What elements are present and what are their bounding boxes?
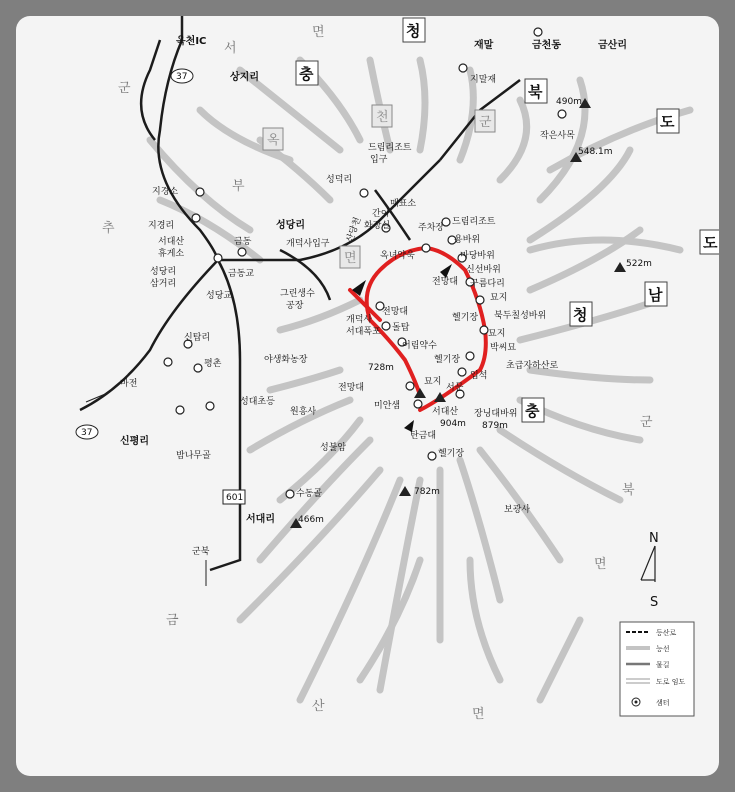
peak-728-label: 728m [368, 363, 394, 373]
sangji-ri-label: 상지리 [230, 72, 259, 83]
jeonmangdae-1-label: 전망대 [432, 277, 459, 287]
geumsan-ri-label: 금산리 [598, 40, 627, 51]
jakeun-samok-label: 작은사목 [540, 131, 575, 141]
jigyeongso-label: 지경소 [152, 187, 179, 197]
seodaesan-rest-label-1: 서대산 [158, 237, 185, 247]
route-601-label: 601 [226, 493, 244, 503]
geum-bottom-char: 금 [166, 613, 179, 628]
compass-n: N [649, 531, 659, 546]
eorimyaksu-label: 어림약수 [402, 341, 437, 351]
buk-right-char: 북 [622, 483, 635, 498]
map-legend [620, 622, 694, 716]
seo-char: 서 [224, 41, 237, 56]
gun-mid-char: 군 [479, 115, 492, 130]
peak-904-label: 904m [440, 419, 466, 429]
map-card [16, 16, 719, 776]
cheon-char: 천 [376, 110, 389, 125]
chung-top-char: 충 [299, 65, 314, 83]
myoji-3-label: 묘지 [424, 377, 442, 387]
buk-char: 북 [528, 83, 543, 101]
compass [641, 531, 659, 610]
sinpyeong-ri-label: 신평리 [120, 436, 149, 447]
dultap-label: 돌탑 [392, 323, 410, 333]
seongdang-ri-samgeori-label-2: 삼거리 [150, 279, 177, 289]
seodae-ri-label: 서대리 [246, 514, 275, 525]
ganipodang-label-1: 간이 [372, 209, 390, 219]
hiking-map[interactable] [16, 16, 719, 776]
gureumdari-label: 구름다리 [470, 279, 505, 289]
cheong-right-char: 청 [573, 306, 588, 324]
sandeungseong-label: 산당천 [345, 216, 364, 245]
gun-left-char: 군 [118, 81, 131, 96]
geumdong-gyo-label: 금동교 [228, 269, 255, 279]
jaeul-label: 재말 [474, 40, 494, 51]
compass-s: S [650, 595, 659, 610]
bamnamugol-label: 밤나무골 [176, 451, 211, 461]
pyeongchon-label: 평촌 [204, 359, 222, 369]
myeon-top-char: 면 [312, 25, 325, 40]
sudonggol-label: 수동골 [296, 489, 323, 499]
heolgijang-1-label: 헬기장 [452, 313, 479, 323]
green-water-label-2: 공장 [286, 301, 304, 311]
myeon-bottom-char: 면 [472, 707, 485, 722]
miinsaem-label: 미안샘 [374, 401, 401, 411]
peak-879-label: 879m [482, 421, 508, 431]
peak-466-label: 466m [298, 515, 324, 525]
ipseok-label: 입석 [470, 371, 488, 381]
legend-water-label: 물길 [656, 661, 670, 669]
myeon-mid-char: 면 [344, 251, 357, 266]
bogwangsa-label: 보광사 [504, 505, 531, 515]
jilmaljae-label: 지말재 [470, 75, 497, 85]
seongdeok-ri-label: 성덕리 [326, 175, 353, 185]
route-37-left-label: 37 [81, 428, 93, 438]
taegeumdae-label: 탄금대 [410, 431, 437, 441]
peak-490-label: 490m [556, 97, 582, 107]
wonheungsa-label: 원흥사 [290, 407, 317, 417]
bukdu-chilseong-label: 북두칠성바위 [494, 311, 547, 321]
nam-char: 남 [648, 286, 663, 304]
legend-road-label: 도로 임도 [656, 678, 686, 686]
legend-ridge-label: 능선 [656, 645, 670, 653]
myoji-2-label: 묘지 [488, 329, 506, 339]
yongbawi-label: 용바위 [454, 235, 481, 245]
majeon-label: 마전 [120, 379, 138, 389]
route-37-top-label: 37 [176, 72, 188, 82]
jeonmangdae-2-label: 전망대 [382, 307, 409, 317]
san-bottom-char: 산 [312, 699, 325, 714]
geumdong-label: 금동 [234, 237, 252, 247]
gaedeoksa-label: 개덕사 [346, 315, 373, 325]
seomun-label: 서문 [446, 383, 464, 393]
cheong-top-char: 청 [406, 22, 421, 40]
do-right2-char: 도 [703, 234, 718, 252]
dream-resort-label: 드림리조트 [452, 217, 496, 227]
bakssimyo-label: 박씨묘 [490, 343, 517, 353]
dream-resort-entrance-label-1: 드림리조트 [368, 143, 412, 153]
sinseonbawi-label: 신선바위 [466, 265, 501, 275]
gunbuk-label: 군북 [192, 547, 210, 557]
yasaenghwa-label: 야생화농장 [264, 355, 308, 365]
gaedeoksa-entrance-label: 개덕사입구 [286, 239, 330, 249]
geumcheon-label: 금천동 [532, 40, 561, 51]
dream-resort-entrance-label-2: 입구 [370, 155, 388, 165]
parking-label: 주차장 [418, 223, 445, 233]
jangnyongdae-bawi-label: 장닝대바위 [474, 409, 518, 419]
maepyo-label: 매표소 [390, 199, 417, 209]
sinpyeong-ri-top-label: 신탑리 [184, 333, 211, 343]
exit-arrows [86, 16, 206, 586]
seongdang-ri-label: 성당리 [276, 220, 305, 231]
okgeop-yakpo-label: 옥녀약욱 [380, 251, 415, 261]
do-right-char: 도 [660, 113, 675, 131]
seodaesan-rest-label-2: 휴게소 [158, 249, 185, 259]
jeonmangdae-3-label: 전망대 [338, 383, 365, 393]
jigyeong-ri-label: 지경리 [148, 221, 175, 231]
seongdang-gyo-label: 성당교 [206, 291, 233, 301]
peak-548-label: 548.1m [578, 147, 613, 157]
myoji-1-label: 묘지 [490, 293, 508, 303]
chung-mid-char: 충 [525, 402, 540, 420]
heolgijang-2-label: 헬기장 [434, 355, 461, 365]
madangbawi-label: 마당바위 [460, 251, 495, 261]
peak-782-label: 782m [414, 487, 440, 497]
chogeup-jahasanro-label: 초급자하산로 [506, 361, 559, 371]
seongbulam-label: 성불암 [320, 443, 347, 453]
green-water-label-1: 그린생수 [280, 289, 315, 299]
peak-522-label: 522m [626, 259, 652, 269]
seodaesan-peak-label: 서대산 [432, 407, 459, 417]
myeon-right-char: 면 [594, 557, 607, 572]
seodae-pokpo-label: 서대폭포 [346, 327, 381, 337]
legend-spring-label: 샘터 [656, 699, 670, 707]
heolgijang-3-label: 헬기장 [438, 449, 465, 459]
okcheon-ic-label: 옥천IC [176, 36, 207, 47]
ok-char: 옥 [267, 133, 280, 148]
bu-char: 부 [232, 179, 245, 194]
legend-trail-label: 등산로 [656, 629, 677, 637]
gun-right-char: 군 [640, 415, 653, 430]
ganipodang-label-2: 화장실 [364, 221, 391, 231]
seongdang-ri-samgeori-label-1: 성당리 [150, 267, 177, 277]
seongdae-school-label: 성대초등 [240, 397, 275, 407]
chu-char: 추 [102, 221, 115, 236]
